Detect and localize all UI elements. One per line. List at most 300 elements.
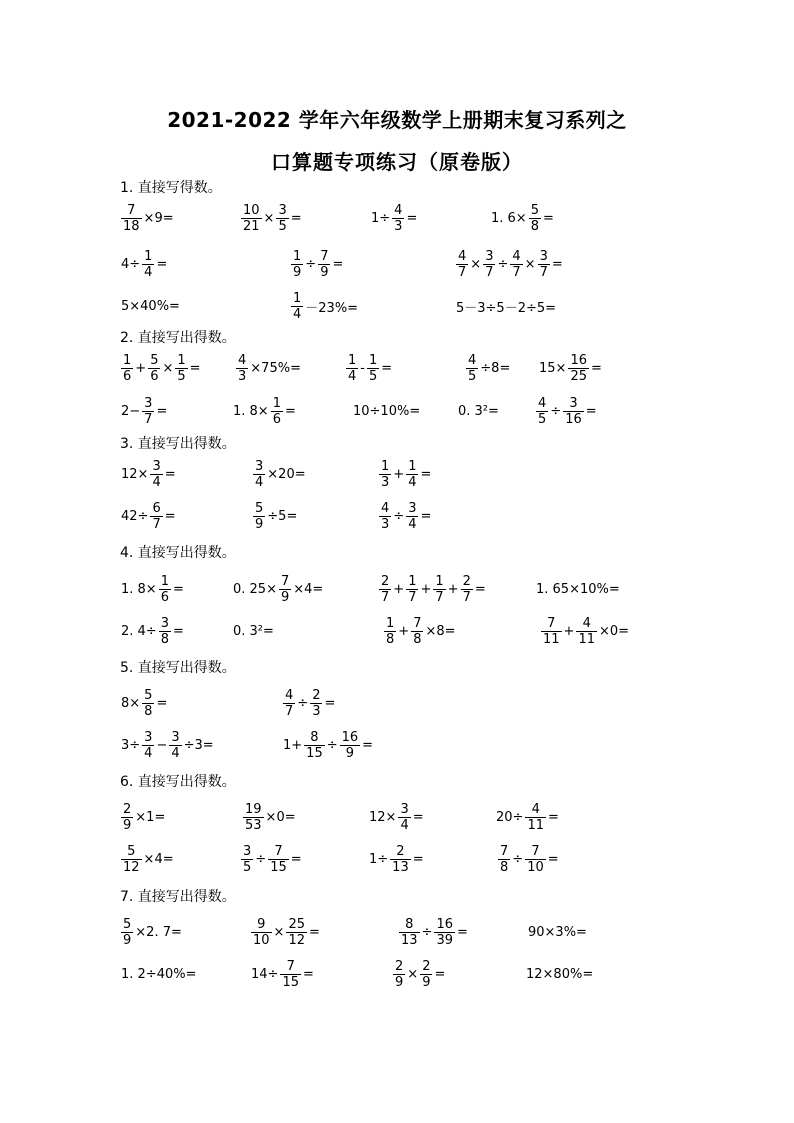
fraction-numerator: 3 [255, 458, 264, 474]
fraction [384, 616, 396, 647]
expression-text: = [290, 210, 302, 226]
problem-row [0, 452, 794, 496]
expression-text: = [324, 695, 336, 711]
fraction-denominator: 4 [408, 474, 417, 490]
math-problem [398, 910, 469, 954]
fraction-denominator: 7 [512, 264, 521, 280]
math-problem [240, 837, 303, 881]
fraction-denominator: 9 [123, 817, 132, 833]
math-problem [252, 452, 307, 496]
math-problem [120, 910, 183, 954]
fraction-denominator: 8 [160, 631, 169, 647]
expression-text: ÷5= [267, 508, 298, 524]
fraction-numerator: 16 [570, 352, 587, 368]
expression-text: = [457, 924, 468, 940]
fraction-denominator: 15 [270, 859, 287, 875]
document-subtitle: 口算题专项练习（原卷版） [271, 150, 523, 174]
math-problem [120, 389, 168, 433]
expression-text: = [406, 210, 418, 226]
fraction [346, 353, 358, 384]
fraction-numerator: 3 [539, 248, 548, 264]
expression-text: 2− [121, 403, 141, 419]
fraction-numerator: 7 [320, 248, 329, 264]
fraction [411, 616, 423, 647]
math-problem [455, 284, 557, 328]
fraction-denominator: 7 [435, 589, 444, 605]
fraction-denominator: 4 [144, 264, 153, 280]
problem-row [0, 723, 794, 767]
expression-text: − [156, 737, 168, 753]
fraction-denominator: 9 [280, 589, 290, 605]
fraction-numerator: 3 [278, 202, 287, 218]
fraction [563, 396, 584, 427]
fraction [253, 459, 265, 490]
fraction-denominator: 7 [462, 589, 471, 605]
fraction [390, 844, 411, 875]
fraction [340, 730, 361, 761]
expression-text: = [412, 809, 424, 825]
problem-row [0, 567, 794, 611]
fraction-numerator: 7 [274, 843, 283, 859]
expression-text: = [434, 966, 446, 982]
math-problem [345, 346, 393, 390]
problem-row [0, 609, 794, 653]
fraction [148, 353, 160, 384]
expression-text: ÷ [550, 403, 562, 419]
fraction-numerator: 5 [127, 843, 136, 859]
math-problem [368, 837, 425, 881]
math-problem [538, 346, 603, 390]
fraction [498, 844, 510, 875]
fraction-numerator: 7 [127, 202, 136, 218]
fraction-numerator: 1 [144, 248, 153, 264]
expression-text: = [551, 256, 563, 272]
fraction-numerator: 1 [381, 458, 390, 474]
fraction [538, 249, 550, 280]
expression-text: = [332, 256, 344, 272]
math-problem [378, 567, 487, 611]
fraction-numerator: 1 [408, 458, 417, 474]
fraction-numerator: 2 [462, 573, 471, 589]
expression-text: = [156, 403, 168, 419]
fraction-numerator: 4 [531, 801, 540, 817]
fraction [379, 459, 391, 490]
expression-text: × [407, 966, 419, 982]
fraction [169, 730, 181, 761]
fraction-numerator: 9 [257, 916, 266, 932]
fraction [304, 730, 325, 761]
fraction [142, 396, 154, 427]
math-problem [535, 389, 598, 433]
expression-text: 10÷10%= [353, 403, 421, 419]
fraction-numerator: 1 [348, 352, 357, 368]
math-problem [120, 346, 202, 390]
fraction-numerator: 4 [468, 352, 477, 368]
fraction-numerator: 1 [368, 352, 378, 368]
fraction-numerator: 5 [144, 687, 153, 703]
math-problem [232, 609, 275, 653]
problem-row [0, 494, 794, 538]
math-problem [378, 494, 432, 538]
expression-text: 90×3%= [528, 924, 587, 940]
fraction-denominator: 11 [543, 631, 560, 647]
expression-text: = [474, 581, 486, 597]
fraction-denominator: 7 [381, 589, 390, 605]
fraction [420, 959, 432, 990]
fraction-denominator: 5 [177, 368, 186, 384]
fraction-numerator: 2 [422, 958, 431, 974]
expression-text: ×0= [599, 623, 630, 639]
fraction-denominator: 21 [243, 218, 260, 234]
fraction [406, 574, 418, 605]
fraction [142, 688, 154, 719]
fraction [461, 574, 473, 605]
fraction [159, 616, 171, 647]
expression-text: ×0= [265, 809, 296, 825]
fraction-numerator: 4 [394, 202, 403, 218]
problem-row [0, 389, 794, 433]
math-problem [497, 837, 560, 881]
fraction [399, 917, 420, 948]
section-heading: 7. 直接写出得数。 [120, 889, 236, 905]
fraction [576, 616, 597, 647]
fraction-denominator: 6 [160, 589, 169, 605]
math-problem [455, 242, 564, 286]
expression-text: + [563, 623, 575, 639]
expression-text: ÷3= [183, 737, 214, 753]
fraction-denominator: 4 [348, 368, 357, 384]
section-heading: 5. 直接写出得数。 [120, 660, 236, 676]
fraction-numerator: 1 [293, 248, 302, 264]
expression-text: = [420, 466, 432, 482]
problem-row [0, 284, 794, 328]
fraction [529, 203, 541, 234]
expression-text: = [585, 403, 597, 419]
fraction-numerator: 3 [144, 395, 153, 411]
fraction-numerator: 3 [400, 801, 409, 817]
fraction-denominator: 11 [578, 631, 595, 647]
fraction [253, 501, 265, 532]
fraction-numerator: 16 [436, 916, 453, 932]
expression-text: ÷ [393, 508, 405, 524]
expression-text: 5×40%= [121, 298, 180, 314]
fraction-denominator: 6 [123, 368, 132, 384]
fraction [568, 353, 589, 384]
fraction [121, 917, 133, 948]
expression-text: ×4= [143, 851, 174, 867]
fraction-denominator: 8 [413, 631, 422, 647]
fraction-numerator: 2 [395, 958, 404, 974]
problem-row [0, 242, 794, 286]
expression-text: + [447, 581, 459, 597]
fraction-denominator: 9 [395, 974, 404, 990]
fraction [159, 574, 171, 605]
fraction-numerator: 2 [381, 573, 390, 589]
expression-text: 4÷ [121, 256, 141, 272]
math-problem [368, 795, 425, 839]
math-problem [457, 389, 500, 433]
expression-text: ÷ [255, 851, 267, 867]
fraction-denominator: 9 [345, 745, 355, 761]
fraction-denominator: 4 [144, 745, 153, 761]
expression-text: 5－3÷5－2÷5= [456, 300, 557, 316]
expression-text: 20÷ [496, 809, 524, 825]
math-problem [120, 242, 168, 286]
expression-text: = [547, 809, 559, 825]
math-problem [250, 952, 315, 996]
fraction-denominator: 7 [485, 264, 494, 280]
expression-text: = [542, 210, 554, 226]
fraction-numerator: 4 [381, 500, 390, 516]
expression-text: + [393, 581, 405, 597]
expression-text: = [302, 966, 314, 982]
fraction-numerator: 1 [293, 290, 302, 306]
problem-row [0, 952, 794, 996]
fraction [525, 802, 546, 833]
fraction-denominator: 12 [288, 932, 305, 948]
fraction-denominator: 9 [123, 932, 132, 948]
expression-text: × [162, 360, 174, 376]
expression-text: ÷ [512, 851, 524, 867]
fraction-denominator: 4 [255, 474, 264, 490]
fraction [466, 353, 478, 384]
section-heading: 2. 直接写出得数。 [120, 330, 236, 346]
fraction [268, 844, 289, 875]
fraction [367, 353, 379, 384]
expression-text: = [156, 256, 168, 272]
problem-row [0, 795, 794, 839]
expression-text: = [189, 360, 201, 376]
math-problem [290, 242, 344, 286]
math-problem [290, 284, 359, 328]
expression-text: －23%= [305, 300, 359, 316]
math-problem [525, 952, 594, 996]
fraction [271, 396, 283, 427]
expression-text: 2. 4÷ [121, 623, 157, 639]
expression-text: × [524, 256, 536, 272]
fraction [536, 396, 548, 427]
fraction-denominator: 3 [238, 368, 247, 384]
fraction [279, 574, 291, 605]
fraction [392, 203, 404, 234]
fraction [318, 249, 330, 280]
expression-text: 42÷ [121, 508, 149, 524]
expression-text: 1. 8× [233, 403, 269, 419]
fraction-numerator: 5 [530, 202, 539, 218]
math-problem [282, 681, 336, 725]
math-problem [120, 196, 175, 240]
fraction [121, 353, 133, 384]
math-problem [120, 609, 185, 653]
expression-text: = [172, 623, 184, 639]
math-problem [252, 494, 298, 538]
fraction [243, 802, 264, 833]
expression-text: ×20= [267, 466, 306, 482]
fraction-numerator: 2 [396, 843, 405, 859]
fraction-denominator: 39 [436, 932, 453, 948]
fraction-denominator: 13 [392, 859, 409, 875]
fraction-denominator: 7 [539, 264, 548, 280]
math-problem [250, 910, 321, 954]
fraction [283, 688, 295, 719]
expression-text: 1. 65×10%= [536, 581, 620, 597]
math-problem [383, 609, 457, 653]
fraction [236, 353, 248, 384]
expression-text: = [284, 403, 296, 419]
fraction-denominator: 4 [152, 474, 161, 490]
expression-text: 0. 3²= [233, 623, 274, 639]
fraction [379, 501, 391, 532]
fraction-numerator: 4 [582, 615, 591, 631]
math-problem [120, 837, 175, 881]
expression-text: ÷ [305, 256, 317, 272]
expression-text: + [135, 360, 147, 376]
fraction-numerator: 10 [243, 202, 260, 218]
expression-text: = [172, 581, 184, 597]
expression-text: 12× [369, 809, 397, 825]
expression-text: = [362, 737, 374, 753]
fraction-numerator: 7 [547, 615, 556, 631]
section-heading: 6. 直接写出得数。 [120, 774, 236, 790]
fraction-denominator: 15 [282, 974, 299, 990]
fraction-denominator: 7 [458, 264, 467, 280]
fraction [251, 917, 272, 948]
fraction-numerator: 3 [160, 615, 169, 631]
fraction [541, 616, 562, 647]
expression-text: 1÷ [369, 851, 389, 867]
fraction [525, 844, 546, 875]
fraction-numerator: 7 [500, 843, 509, 859]
fraction [393, 959, 405, 990]
fraction [142, 730, 154, 761]
problem-row [0, 346, 794, 390]
expression-text: = [164, 508, 176, 524]
fraction-numerator: 3 [171, 729, 180, 745]
fraction [150, 459, 162, 490]
fraction-denominator: 9 [293, 264, 302, 280]
fraction-denominator: 13 [401, 932, 418, 948]
fraction-numerator: 7 [413, 615, 422, 631]
fraction-denominator: 7 [144, 411, 153, 427]
fraction [379, 574, 391, 605]
math-problem [240, 196, 303, 240]
fraction-denominator: 5 [538, 411, 547, 427]
fraction [398, 802, 410, 833]
math-problem [120, 494, 177, 538]
section-heading: 4. 直接写出得数。 [120, 545, 236, 561]
math-problem [120, 681, 168, 725]
fraction-denominator: 8 [530, 218, 539, 234]
math-problem [535, 567, 621, 611]
fraction-numerator: 8 [405, 916, 414, 932]
math-problem [392, 952, 446, 996]
fraction-denominator: 9 [422, 974, 431, 990]
math-problem [120, 795, 166, 839]
fraction-numerator: 3 [569, 395, 578, 411]
expression-text: 1. 2÷40%= [121, 966, 197, 982]
fraction-numerator: 1 [435, 573, 444, 589]
fraction [406, 501, 418, 532]
expression-text: ×9= [143, 210, 174, 226]
math-problem [352, 389, 421, 433]
math-problem [232, 389, 297, 433]
problem-row [0, 837, 794, 881]
fraction [121, 802, 133, 833]
fraction-numerator: 3 [152, 458, 161, 474]
fraction-numerator: 3 [144, 729, 153, 745]
expression-text: × [470, 256, 482, 272]
expression-text: = [290, 851, 302, 867]
expression-text: = [412, 851, 424, 867]
fraction-denominator: 4 [293, 306, 302, 322]
math-problem [120, 452, 177, 496]
math-problem [370, 196, 418, 240]
math-problem [540, 609, 630, 653]
fraction [241, 203, 262, 234]
fraction-numerator: 3 [485, 248, 494, 264]
expression-text: 12×80%= [526, 966, 594, 982]
expression-text: + [420, 581, 432, 597]
expression-text: = [420, 508, 432, 524]
expression-text: 0. 3²= [458, 403, 499, 419]
math-problem [282, 723, 374, 767]
math-problem [495, 795, 560, 839]
expression-text: ×75%= [250, 360, 301, 376]
fraction-numerator: 16 [341, 729, 359, 745]
expression-text: 15× [539, 360, 567, 376]
fraction [310, 688, 322, 719]
fraction-denominator: 18 [123, 218, 140, 234]
fraction-numerator: 7 [286, 958, 295, 974]
fraction [175, 353, 187, 384]
fraction [276, 203, 288, 234]
fraction-numerator: 8 [310, 729, 319, 745]
fraction-denominator: 12 [123, 859, 140, 875]
section-heading: 1. 直接写得数。 [120, 180, 222, 196]
fraction [291, 291, 303, 322]
fraction-numerator: 1 [123, 352, 132, 368]
fraction-denominator: 4 [408, 516, 417, 532]
fraction-numerator: 2 [123, 801, 132, 817]
expression-text: ×1= [135, 809, 166, 825]
expression-text: 1. 6× [491, 210, 527, 226]
fraction [286, 917, 307, 948]
fraction-numerator: 4 [512, 248, 521, 264]
fraction [434, 917, 455, 948]
expression-text: ×8= [425, 623, 456, 639]
fraction [241, 844, 253, 875]
fraction [291, 249, 303, 280]
fraction-numerator: 25 [288, 916, 305, 932]
math-problem [527, 910, 588, 954]
fraction [433, 574, 445, 605]
fraction-denominator: 10 [527, 859, 544, 875]
expression-text: = [547, 851, 559, 867]
fraction-numerator: 2 [312, 687, 321, 703]
fraction-numerator: 3 [243, 843, 252, 859]
expression-text: ÷8= [480, 360, 511, 376]
expression-text: ×4= [293, 581, 324, 597]
expression-text: 1÷ [371, 210, 391, 226]
math-problem [232, 567, 324, 611]
fraction-numerator: 5 [255, 500, 264, 516]
fraction-denominator: 5 [243, 859, 252, 875]
expression-text: × [273, 924, 285, 940]
fraction-denominator: 8 [386, 631, 395, 647]
expression-text: 8× [121, 695, 141, 711]
expression-text: ÷ [497, 256, 509, 272]
fraction [280, 959, 301, 990]
